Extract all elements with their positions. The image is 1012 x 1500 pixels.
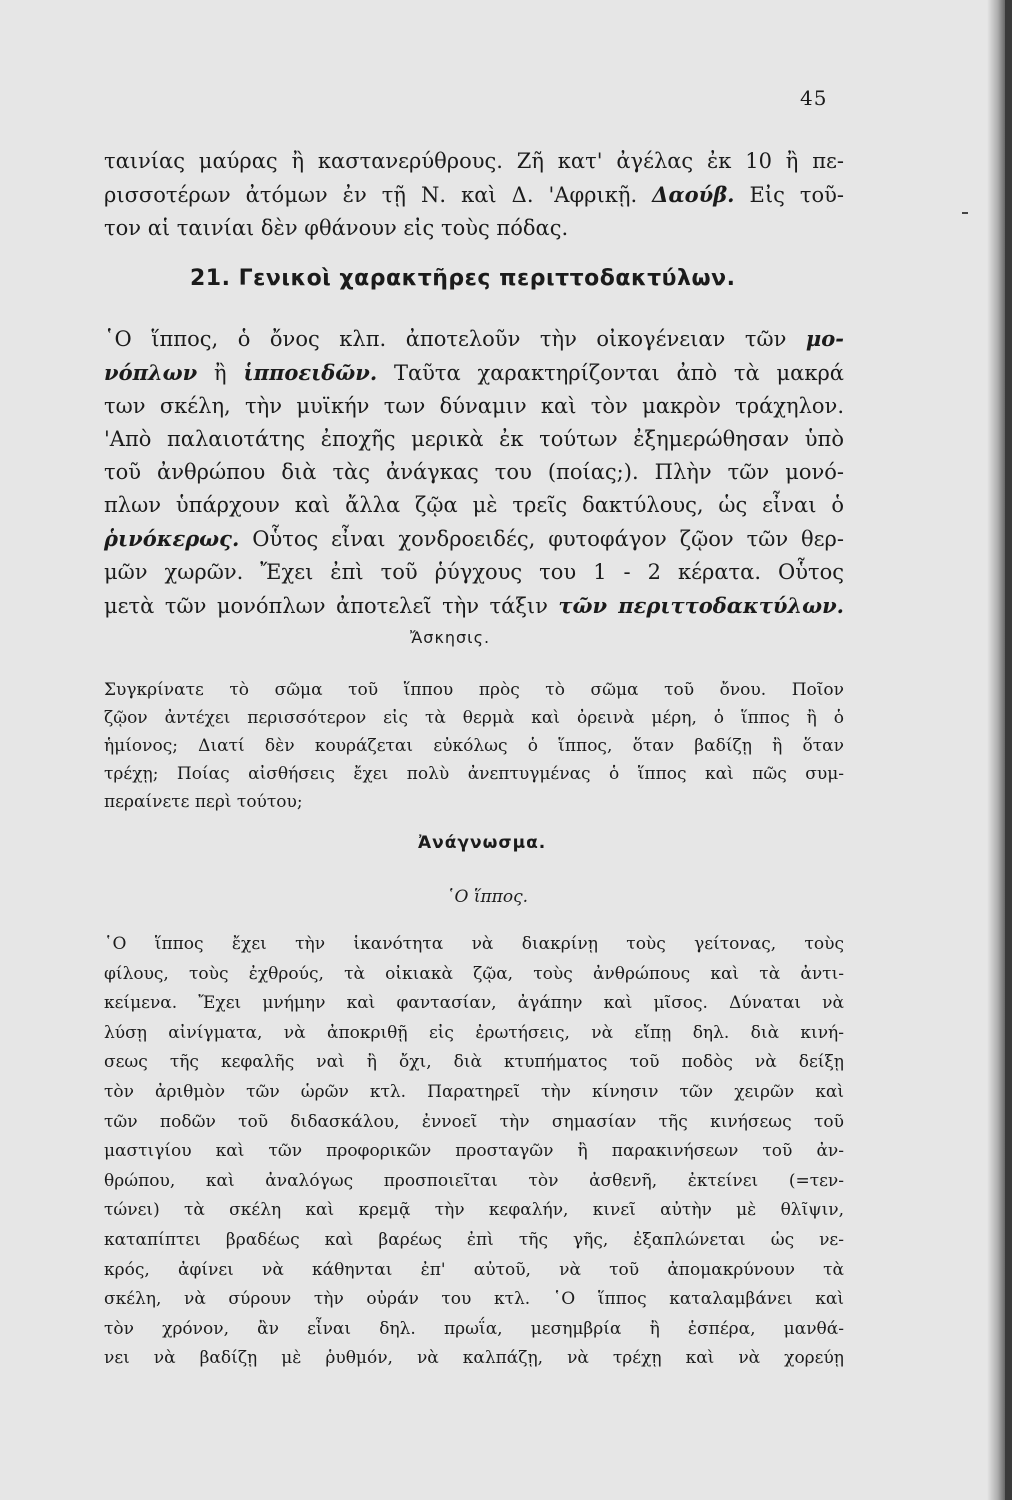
- text-run: Οὗτος εἶναι χονδροειδές, φυτοφάγον ζῷον τῶν θερ-: [239, 527, 844, 551]
- exercise-title: Ἄσκησις.: [410, 628, 491, 647]
- text-line: τώνει) τὰ σκέλη καὶ κρεμᾷ τὴν κεφαλήν, κινεῖ αὐτὴν μὲ θλῖψιν,: [104, 1200, 844, 1221]
- text-line: Συγκρίνατε τὸ σῶμα τοῦ ἵππου πρὸς τὸ σῶμα τοῦ ὄνου. Ποῖον: [104, 680, 844, 700]
- emphasis-term: τῶν περιττοδακτύλων.: [558, 593, 844, 618]
- text-run: ῾Ο ἵππος, ὁ ὄνος κλπ. ἀποτελοῦν τὴν οἰκογένειαν τῶν: [104, 327, 806, 351]
- text-line: σεως τῆς κεφαλῆς ναὶ ἢ ὄχι, διὰ κτυπήματος τοῦ ποδὸς νὰ δείξῃ: [104, 1052, 844, 1073]
- binding-shadow: [987, 0, 1005, 1500]
- reading-title: Ἀνάγνωσμα.: [418, 833, 547, 853]
- text-line: νει νὰ βαδίζῃ μὲ ῥυθμόν, νὰ καλπάζῃ, νὰ τρέχῃ καὶ νὰ χορεύῃ: [104, 1348, 844, 1369]
- reading-subtitle: ῾Ο ἵππος.: [446, 887, 529, 907]
- emphasis-term: ἱπποειδῶν.: [243, 360, 378, 385]
- text-line: καταπίπτει βραδέως καὶ βαρέως ἐπὶ τῆς γῆς, ἐξαπλώνεται ὡς νε-: [104, 1229, 844, 1250]
- text-line: περαίνετε περὶ τούτου;: [104, 792, 303, 812]
- text-line: φίλους, τοὺς ἐχθρούς, τὰ οἰκιακὰ ζῷα, τοὺς ἀνθρώπους καὶ τὰ ἀντι-: [104, 963, 844, 984]
- text-line: 'Απὸ παλαιοτάτης ἐποχῆς μερικὰ ἐκ τούτων ἐξημερώθησαν ὑπὸ: [104, 427, 844, 451]
- text-line: ζῷον ἀντέχει περισσότερον εἰς τὰ θερμὰ καὶ ὀρεινὰ μέρη, ὁ ἵππος ἢ ὁ: [104, 708, 844, 728]
- emphasis-term: νόπλων: [104, 360, 198, 385]
- text-run: ἢ: [197, 361, 244, 385]
- text-run: Ταῦτα χαρακτηρίζονται ἀπὸ τὰ μακρά: [377, 361, 844, 385]
- text-line: τὸν χρόνον, ἂν εἶναι δηλ. πρωΐα, μεσημβρία ἢ ἑσπέρα, μανθά-: [104, 1318, 844, 1339]
- exercise-paragraph: [104, 676, 844, 816]
- emphasis-term: Δαούβ.: [652, 182, 735, 207]
- text-line: λύσῃ αἰνίγματα, νὰ ἀποκριθῇ εἰς ἐρωτήσεις, νὰ εἴπῃ δηλ. διὰ κινή-: [104, 1022, 844, 1043]
- margin-mark: [962, 212, 968, 214]
- text-line: τῶν ποδῶν τοῦ διδασκάλου, ἐννοεῖ τὴν σημασίαν τῆς κινήσεως τοῦ: [104, 1111, 844, 1132]
- text-run: μετὰ τῶν μονόπλων ἀποτελεῖ τὴν τάξιν: [104, 594, 559, 618]
- text-line: μαστιγίου καὶ τῶν προφορικῶν προσταγῶν ἢ παρακινήσεων τοῦ ἀν-: [104, 1141, 844, 1162]
- text-line: [104, 178, 844, 212]
- page-number: 45: [800, 86, 828, 110]
- text-line: τὸν ἀριθμὸν τῶν ὡρῶν κτλ. Παρατηρεῖ τὴν κίνησιν τῶν χειρῶν καὶ: [104, 1081, 844, 1102]
- intro-paragraph: [104, 145, 844, 245]
- emphasis-term: ῥινόκερως.: [104, 526, 240, 551]
- text-line: [104, 589, 844, 623]
- emphasis-term: μο-: [805, 326, 844, 351]
- text-line: των σκέλη, τὴν μυϊκήν των δύναμιν καὶ τὸν μακρὸν τράχηλον.: [104, 394, 844, 418]
- reading-paragraph: [104, 930, 844, 1374]
- text-line: τον αἱ ταινίαι δὲν φθάνουν εἰς τοὺς πόδας.: [104, 216, 569, 240]
- text-line: σκέλη, νὰ σύρουν τὴν οὐράν του κτλ. ῾Ο ἵππος καταλαμβάνει καὶ: [104, 1289, 844, 1310]
- text-line: πλων ὑπάρχουν καὶ ἄλλα ζῷα μὲ τρεῖς δακτύλους, ὡς εἶναι ὁ: [104, 493, 844, 517]
- section-paragraph: [104, 322, 844, 623]
- text-line: κρός, ἀφίνει νὰ κάθηνται ἐπ' αὐτοῦ, νὰ τοῦ ἀπομακρύνουν τὰ: [104, 1259, 844, 1280]
- text-line: ταινίας μαύρας ἢ καστανερύθρους. Ζῆ κατ' ἀγέλας ἐκ 10 ἢ πε-: [104, 149, 844, 173]
- text-line: [104, 522, 844, 556]
- text-line: ἡμίονος; Διατί δὲν κουράζεται εὐκόλως ὁ ἵππος, ὅταν βαδίζῃ ἢ ὅταν: [104, 736, 844, 756]
- text-line: θρώπου, καὶ ἀναλόγως προσποιεῖται τὸν ἀσθενῆ, ἐκτείνει (=τεν-: [104, 1170, 844, 1191]
- section-heading: 21. Γενικοὶ χαρακτῆρες περιττοδακτύλων.: [190, 266, 736, 291]
- text-line: κείμενα. Ἔχει μνήμην καὶ φαντασίαν, ἀγάπην καὶ μῖσος. Δύναται νὰ: [104, 993, 844, 1014]
- text-line: ῾Ο ἵππος ἔχει τὴν ἱκανότητα νὰ διακρίνῃ τοὺς γείτονας, τοὺς: [104, 934, 844, 954]
- text-line: τρέχῃ; Ποίας αἰσθήσεις ἔχει πολὺ ἀνεπτυγμένας ὁ ἵππος καὶ πῶς συμ-: [104, 764, 844, 784]
- text-line: [104, 322, 844, 356]
- text-run: ρισσοτέρων ἀτόμων ἐν τῇ Ν. καὶ Δ. 'Αφρικῇ.: [104, 183, 653, 207]
- text-line: [104, 356, 844, 390]
- text-line: τοῦ ἀνθρώπου διὰ τὰς ἀνάγκας του (ποίας;). Πλὴν τῶν μονό-: [104, 460, 844, 484]
- text-run: Εἰς τοῦ-: [734, 183, 844, 207]
- text-line: μῶν χωρῶν. Ἔχει ἐπὶ τοῦ ῥύγχους του 1 - 2 κέρατα. Οὗτος: [104, 560, 844, 584]
